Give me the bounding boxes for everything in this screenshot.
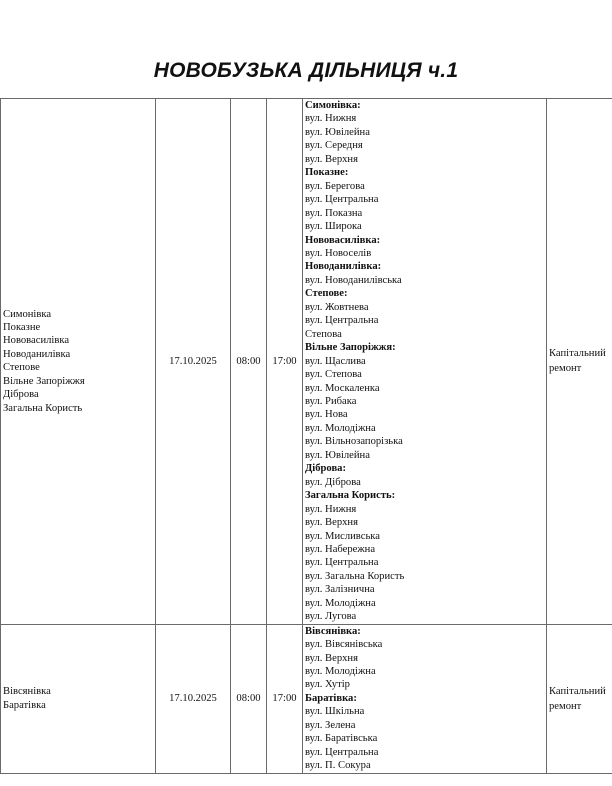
street-name: вул. Верхня xyxy=(305,652,358,664)
village-header: Загальна Користь: xyxy=(305,490,396,502)
street-name: вул. Молодіжна xyxy=(305,597,376,609)
settlements-cell xyxy=(1,99,156,625)
village-header: Нововасилівка: xyxy=(305,234,381,246)
street-name: вул. Лугова xyxy=(305,611,357,623)
table-body xyxy=(1,99,612,774)
street-name: вул. Вільнозапорізька xyxy=(305,436,403,448)
start-time-cell: 08:00 xyxy=(231,99,267,625)
street-name: вул. Діброва xyxy=(305,476,361,488)
reason-cell xyxy=(547,624,612,773)
street-name: вул. Широка xyxy=(305,221,362,233)
settlement-name: Баратівка xyxy=(3,699,46,711)
street-name: вул. Баратівська xyxy=(305,733,378,745)
settlement-name: Новоданилівка xyxy=(3,348,71,360)
streets-cell xyxy=(303,624,547,773)
village-header: Новоданилівка: xyxy=(305,261,382,273)
settlement-name: Вільне Запоріжжя xyxy=(3,375,85,387)
settlement-name: Нововасилівка xyxy=(3,335,70,347)
street-name: вул. Зелена xyxy=(305,719,356,731)
village-header: Вівсянівка: xyxy=(305,625,361,637)
settlement-name: Показне xyxy=(3,321,41,333)
street-name: вул. Хутір xyxy=(305,679,350,691)
street-name: вул. Показна xyxy=(305,207,363,219)
reason-text: Капітальний xyxy=(549,685,606,697)
street-name: вул. Рибака xyxy=(305,395,357,407)
street-name: вул. Набережна xyxy=(305,543,376,555)
village-header: Симонівка: xyxy=(305,100,361,111)
settlement-name: Степове xyxy=(3,362,40,374)
street-name: вул. Загальна Користь xyxy=(305,570,405,582)
end-time-cell: 17:00 xyxy=(267,99,303,625)
street-name: вул. Степова xyxy=(305,369,362,381)
reason-text: ремонт xyxy=(549,363,582,375)
settlement-name: Діброва xyxy=(3,389,39,401)
reason-text: ремонт xyxy=(549,700,582,712)
village-header: Вільне Запоріжжя: xyxy=(305,342,396,354)
street-name: вул. Нижня xyxy=(305,503,357,515)
settlement-name: Симонівка xyxy=(3,308,52,320)
village-header: Показне: xyxy=(305,167,349,179)
reason-text: Капітальний xyxy=(549,348,606,360)
settlement-name: Загальна Користь xyxy=(3,402,83,414)
street-name: Степова xyxy=(305,328,342,340)
street-name: вул. П. Сокура xyxy=(305,760,371,772)
street-name: вул. Залізнична xyxy=(305,584,375,596)
table-row xyxy=(1,624,612,773)
reason-cell xyxy=(547,99,612,625)
village-header: Степове: xyxy=(305,288,348,300)
street-name: вул. Молодіжна xyxy=(305,666,376,678)
street-name: вул. Москаленка xyxy=(305,382,380,394)
street-name: вул. Центральна xyxy=(305,557,379,569)
street-name: вул. Центральна xyxy=(305,194,379,206)
date-cell: 17.10.2025 xyxy=(156,99,231,625)
village-header: Діброва: xyxy=(305,463,346,475)
streets-cell xyxy=(303,99,547,625)
street-name: вул. Молодіжна xyxy=(305,422,376,434)
street-name: вул. Берегова xyxy=(305,180,365,192)
street-name: вул. Центральна xyxy=(305,746,379,758)
street-name: вул. Вівсянівська xyxy=(305,639,383,651)
settlements-cell xyxy=(1,624,156,773)
street-name: вул. Ювілейна xyxy=(305,126,370,138)
page-title: НОВОБУЗЬКА ДІЛЬНИЦЯ ч.1 xyxy=(153,59,459,82)
end-time-cell: 17:00 xyxy=(267,624,303,773)
table-row xyxy=(1,99,612,625)
street-name: вул. Мисливська xyxy=(305,530,380,542)
street-name: вул. Нова xyxy=(305,409,348,421)
street-name: вул. Верхня xyxy=(305,153,358,165)
date-cell: 17.10.2025 xyxy=(156,624,231,773)
street-name: вул. Щаслива xyxy=(305,355,366,367)
street-name: вул. Новоселів xyxy=(305,247,372,259)
start-time-cell: 08:00 xyxy=(231,624,267,773)
settlement-name: Вівсянівка xyxy=(3,686,51,698)
village-header: Баратівка: xyxy=(305,692,357,704)
street-name: вул. Верхня xyxy=(305,517,358,529)
street-name: вул. Ювілейна xyxy=(305,449,370,461)
street-name: вул. Шкільна xyxy=(305,706,365,718)
street-name: вул. Середня xyxy=(305,140,363,152)
street-name: вул. Новоданилівська xyxy=(305,274,402,286)
street-name: вул. Нижня xyxy=(305,113,357,125)
outage-schedule-table xyxy=(0,98,612,774)
street-name: вул. Центральна xyxy=(305,315,379,327)
street-name: вул. Жовтнева xyxy=(305,301,369,313)
